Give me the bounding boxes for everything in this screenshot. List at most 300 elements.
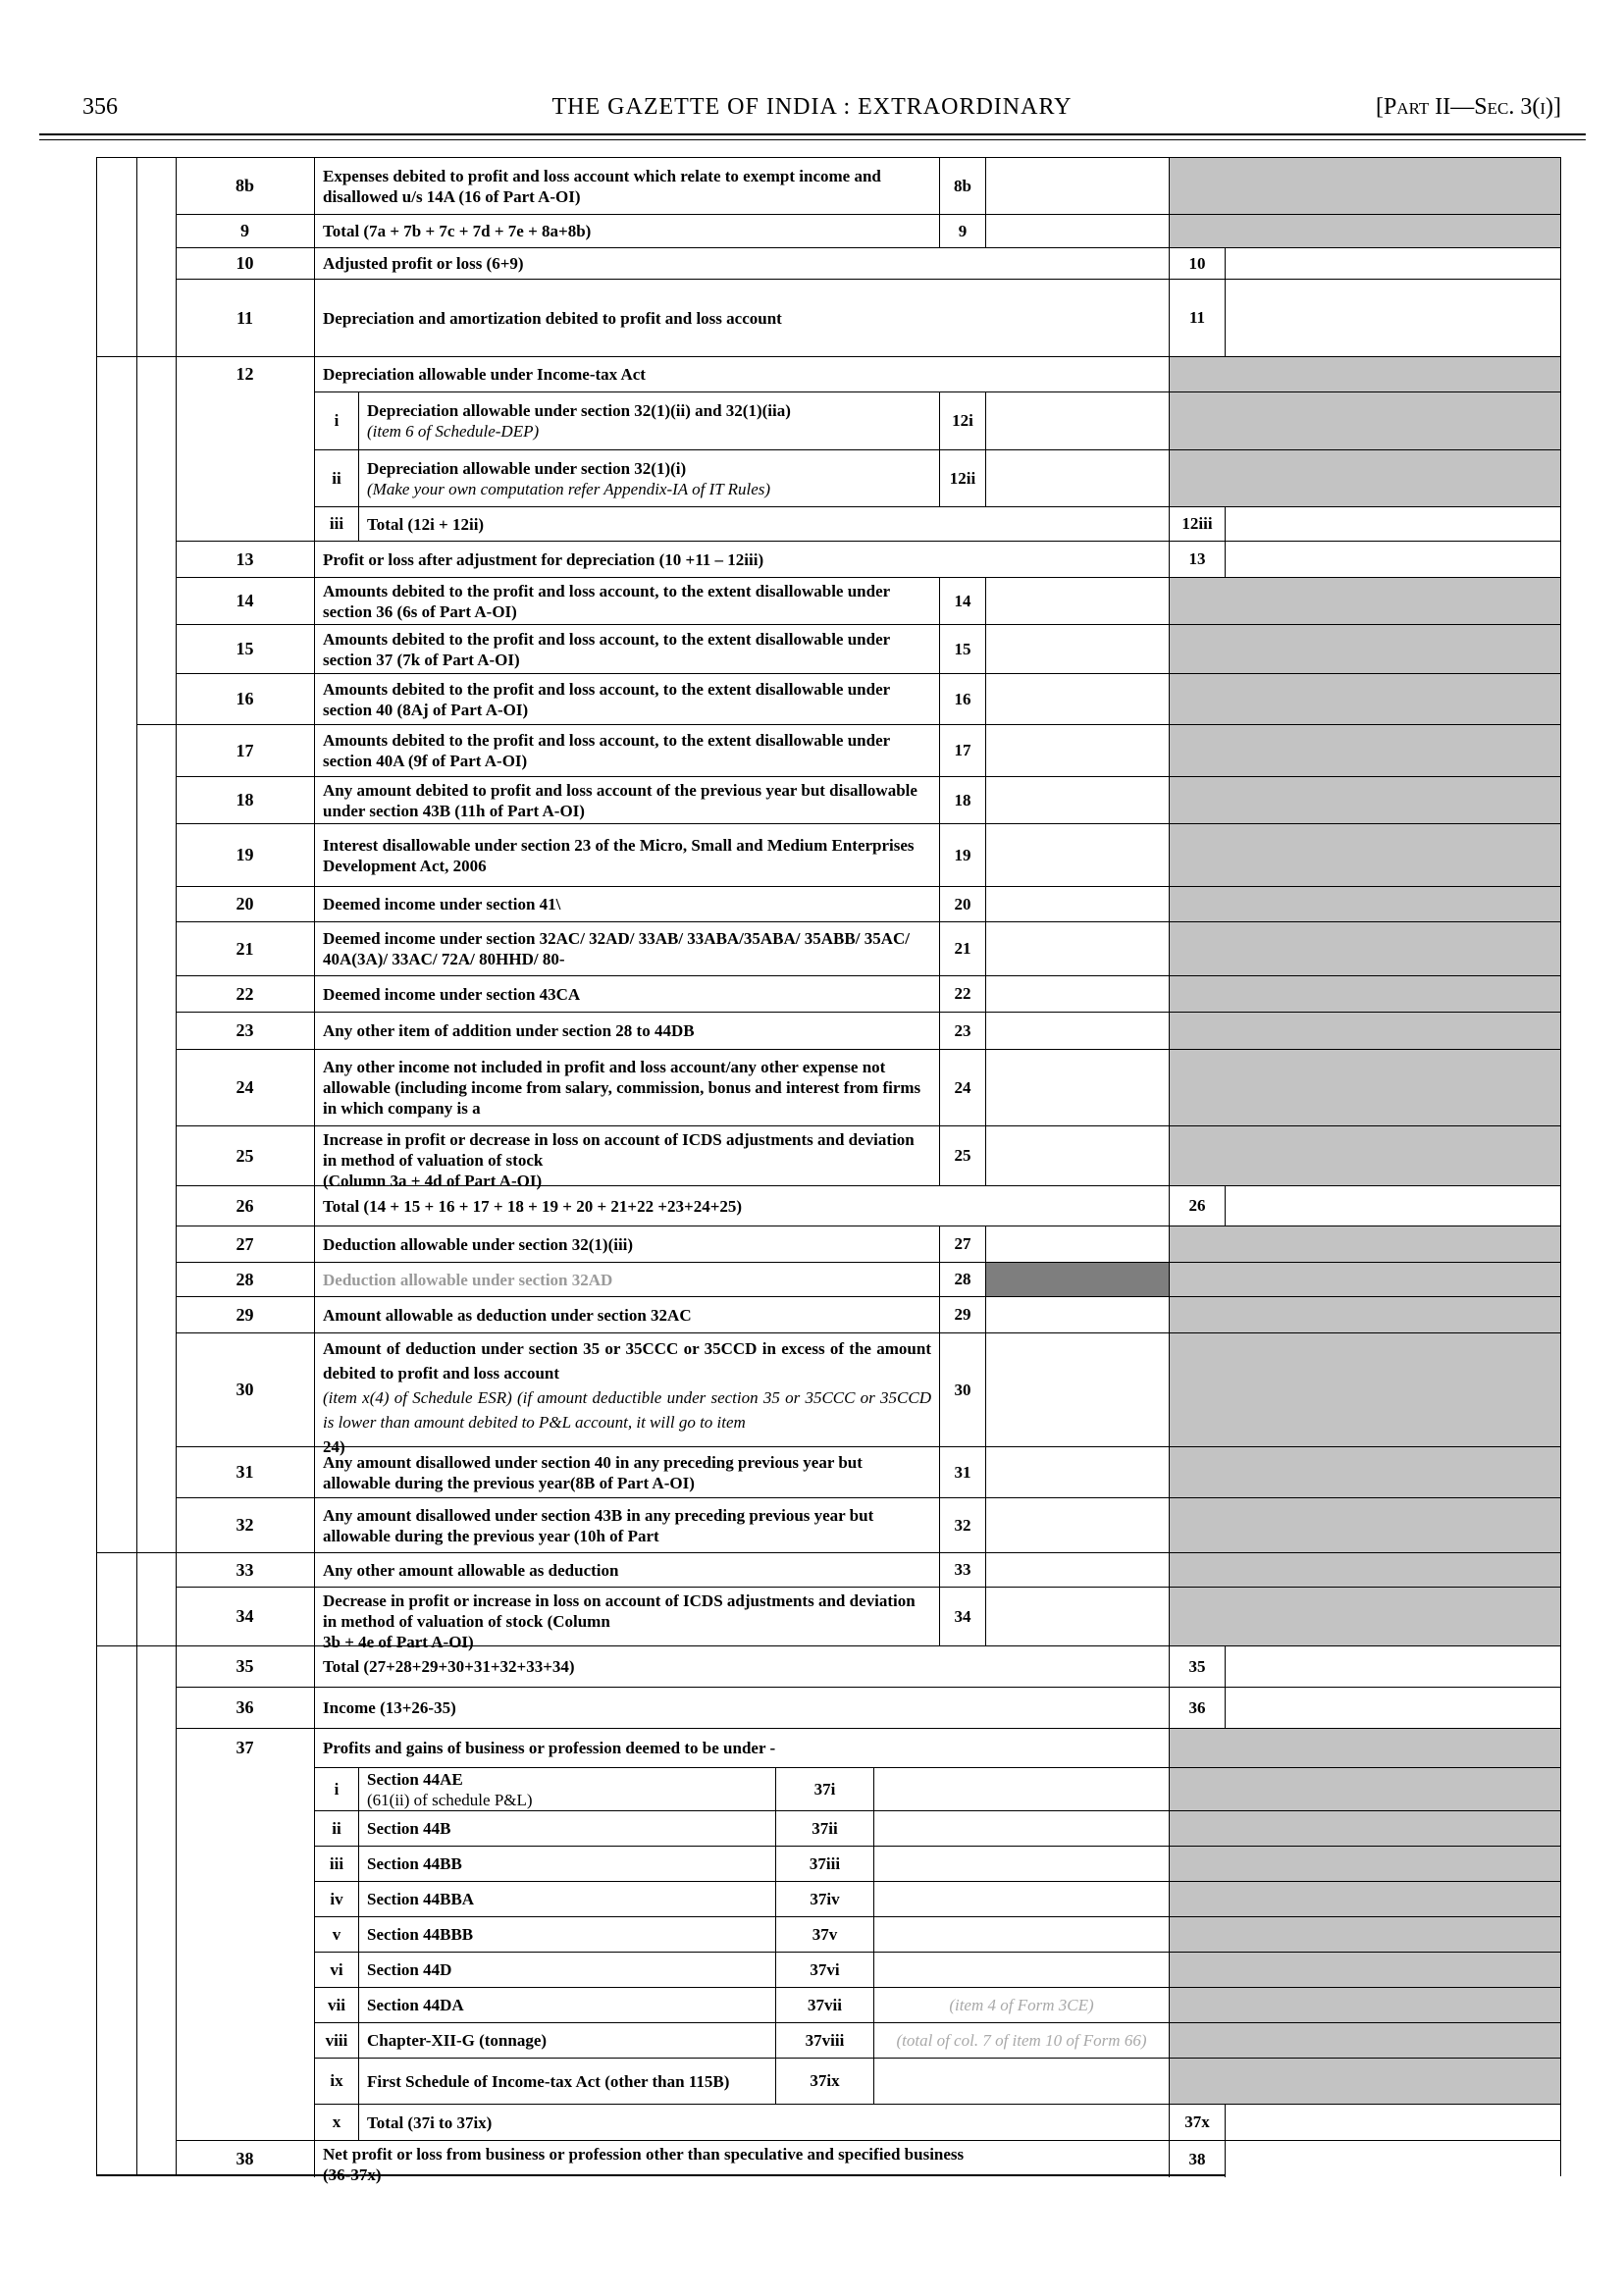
sub-serial-number: iii bbox=[329, 514, 344, 533]
table-row bbox=[176, 1332, 1560, 1456]
row-description bbox=[359, 1846, 776, 1881]
table-row bbox=[176, 1552, 1560, 1587]
row-code bbox=[1170, 247, 1226, 279]
row-input bbox=[1226, 2104, 1560, 2140]
row-input bbox=[986, 975, 1170, 1012]
row-code bbox=[940, 975, 986, 1012]
description-note: (item x(4) of Schedule ESR) (if amount deductible under section 35 or 35CCC or 35CCD is lower than amount debited to P&L account, it will go to item bbox=[323, 1388, 931, 1432]
row-shaded-area bbox=[1170, 1767, 1560, 1810]
description-text: Section 44D bbox=[367, 1960, 452, 1979]
description-text: Total (27+28+29+30+31+32+33+34) bbox=[323, 1657, 575, 1676]
description-text: Any amount disallowed under section 40 in any preceding previous year but allowable during the previous year(8B of Part A-OI) bbox=[323, 1452, 863, 1492]
code-label: 32 bbox=[954, 1515, 971, 1535]
row-serial bbox=[176, 886, 315, 921]
row-serial bbox=[176, 1446, 315, 1497]
description-text: Depreciation allowable under Income-tax Act bbox=[323, 365, 646, 384]
row-shaded-area bbox=[1170, 577, 1560, 624]
table-row bbox=[176, 1846, 1560, 1881]
row-sub-serial bbox=[315, 1846, 359, 1881]
description-text: Increase in profit or decrease in loss on account of ICDS adjustments and deviation in method of valuation of stock bbox=[323, 1130, 915, 1170]
row-description bbox=[315, 1262, 940, 1296]
row-description bbox=[359, 391, 940, 449]
row-description bbox=[315, 1125, 940, 1190]
clipped-text: (Column 3a + 4d of Part A-OI) bbox=[323, 1172, 543, 1190]
row-shaded-area bbox=[1170, 2022, 1560, 2058]
row-code bbox=[940, 1226, 986, 1262]
row-input bbox=[986, 1226, 1170, 1262]
row-sub-serial bbox=[315, 2104, 359, 2140]
serial-number: 33 bbox=[236, 1559, 254, 1580]
row-description bbox=[315, 1226, 940, 1262]
row-description bbox=[359, 2104, 1170, 2140]
row-code bbox=[940, 1125, 986, 1185]
table-row bbox=[176, 776, 1560, 823]
row-serial bbox=[176, 724, 315, 776]
row-description bbox=[315, 886, 940, 921]
serial-number: 21 bbox=[236, 938, 254, 959]
row-serial bbox=[176, 1012, 315, 1049]
row-input bbox=[986, 1587, 1170, 1645]
row-description bbox=[359, 1952, 776, 1987]
table-row bbox=[176, 921, 1560, 975]
row-serial bbox=[176, 1728, 315, 1767]
row-input bbox=[986, 449, 1170, 506]
row-input bbox=[986, 577, 1170, 624]
row-serial bbox=[176, 1987, 315, 2022]
row-code bbox=[940, 449, 986, 506]
code-label: 37ix bbox=[810, 2071, 840, 2090]
row-description bbox=[315, 1012, 940, 1049]
row-description bbox=[359, 1987, 776, 2022]
row-input bbox=[986, 886, 1170, 921]
description-text: Section 44B bbox=[367, 1819, 451, 1838]
serial-number: 24 bbox=[236, 1077, 254, 1097]
row-description bbox=[315, 1497, 940, 1552]
code-label: 37vi bbox=[810, 1959, 840, 1979]
row-description bbox=[315, 356, 1170, 391]
row-serial bbox=[176, 1687, 315, 1728]
table-row bbox=[176, 1916, 1560, 1952]
table-row bbox=[176, 1687, 1560, 1728]
row-input bbox=[986, 921, 1170, 975]
row-description bbox=[315, 279, 1170, 356]
row-shaded-area bbox=[1170, 1881, 1560, 1916]
table-row bbox=[176, 1296, 1560, 1332]
description-text: Profits and gains of business or profession deemed to be under - bbox=[323, 1739, 776, 1757]
page-number: 356 bbox=[82, 94, 118, 120]
row-shaded-area bbox=[1170, 2058, 1560, 2104]
code-label: 20 bbox=[954, 894, 971, 913]
row-shaded-area bbox=[1170, 1226, 1560, 1262]
row-input bbox=[986, 1497, 1170, 1552]
row-description bbox=[315, 1552, 940, 1587]
row-description bbox=[359, 1810, 776, 1846]
row-shaded-area bbox=[1170, 1125, 1560, 1185]
table-row bbox=[176, 1881, 1560, 1916]
row-shaded-area bbox=[1170, 1846, 1560, 1881]
row-shaded-area bbox=[1170, 1587, 1560, 1645]
row-description bbox=[315, 577, 940, 624]
row-code bbox=[1170, 279, 1226, 356]
row-input bbox=[874, 1952, 1170, 1987]
row-code bbox=[940, 158, 986, 214]
row-serial bbox=[176, 1296, 315, 1332]
table-row bbox=[176, 1226, 1560, 1262]
serial-number: 37 bbox=[236, 1738, 254, 1757]
serial-number: 14 bbox=[236, 591, 254, 610]
row-input bbox=[986, 214, 1170, 247]
row-serial bbox=[176, 158, 315, 214]
row-description bbox=[315, 1296, 940, 1332]
row-serial bbox=[176, 2140, 315, 2177]
code-label: 37iv bbox=[810, 1889, 840, 1908]
sub-serial-number: ii bbox=[332, 468, 341, 488]
table-row bbox=[176, 624, 1560, 673]
header-rule bbox=[39, 133, 1586, 140]
description-text: Section 44BBB bbox=[367, 1925, 474, 1944]
code-label: 12i bbox=[952, 411, 973, 430]
row-shaded-area bbox=[1170, 214, 1560, 247]
row-code bbox=[1170, 2140, 1226, 2177]
row-serial bbox=[176, 449, 315, 506]
table-row bbox=[176, 1125, 1560, 1190]
row-serial bbox=[176, 1262, 315, 1296]
row-serial bbox=[176, 214, 315, 247]
code-label: 26 bbox=[1188, 1196, 1206, 1215]
table-row bbox=[176, 391, 1560, 449]
description-note: (item 6 of Schedule-DEP) bbox=[367, 422, 540, 441]
description-text: Net profit or loss from business or profession other than speculative and specified business bbox=[323, 2145, 965, 2164]
row-shaded-area bbox=[1170, 1987, 1560, 2022]
row-sub-serial bbox=[315, 2022, 359, 2058]
row-input bbox=[874, 2058, 1170, 2104]
row-shaded-area bbox=[1170, 1728, 1560, 1767]
serial-number: 30 bbox=[236, 1380, 254, 1399]
serial-number: 17 bbox=[236, 740, 254, 760]
sub-serial-number: viii bbox=[325, 2030, 348, 2050]
row-shaded-area bbox=[1170, 449, 1560, 506]
sub-serial-number: iv bbox=[330, 1889, 343, 1908]
row-input bbox=[1226, 541, 1560, 577]
table-row bbox=[176, 886, 1560, 921]
code-label: 17 bbox=[954, 741, 971, 759]
table-row bbox=[176, 1952, 1560, 1987]
code-label: 37v bbox=[812, 1924, 838, 1944]
row-description bbox=[315, 1645, 1170, 1687]
row-code bbox=[940, 624, 986, 673]
row-code bbox=[1170, 506, 1226, 541]
code-label: 18 bbox=[954, 790, 971, 809]
table-row bbox=[176, 2058, 1560, 2104]
description-text: Amount of deduction under section 35 or 35CCC or 35CCD in excess of the amount debited to profit and loss account bbox=[323, 1339, 931, 1382]
row-serial bbox=[176, 1552, 315, 1587]
serial-number: 38 bbox=[236, 2149, 254, 2168]
row-shaded-area bbox=[1170, 1446, 1560, 1497]
code-label: 31 bbox=[954, 1462, 971, 1482]
table-row bbox=[176, 823, 1560, 886]
row-sub-serial bbox=[315, 2058, 359, 2104]
serial-number: 9 bbox=[240, 221, 249, 240]
table-row bbox=[176, 2140, 1560, 2184]
table-row bbox=[176, 1587, 1560, 1651]
serial-number: 34 bbox=[236, 1606, 254, 1626]
sub-serial-number: ii bbox=[332, 1818, 341, 1838]
row-input bbox=[1226, 506, 1560, 541]
row-serial bbox=[176, 2022, 315, 2058]
table-row bbox=[176, 975, 1560, 1012]
row-serial bbox=[176, 1881, 315, 1916]
section-divider bbox=[97, 1645, 176, 1646]
row-serial bbox=[176, 541, 315, 577]
table-row bbox=[176, 1728, 1560, 1767]
row-serial bbox=[176, 1916, 315, 1952]
row-serial bbox=[176, 1226, 315, 1262]
code-label: 21 bbox=[954, 939, 971, 958]
table-row bbox=[176, 1049, 1560, 1125]
table-row bbox=[176, 1497, 1560, 1552]
row-description bbox=[315, 1332, 940, 1456]
description-text: Any other income not included in profit and loss account/any other expense not allowable (including income from salary, commission, bonus and interest from firms in which company is a bbox=[323, 1058, 921, 1118]
description-text: Decrease in profit or increase in loss on account of ICDS adjustments and deviation in method of valuation of stock (Column bbox=[323, 1591, 916, 1631]
serial-number: 13 bbox=[236, 548, 254, 569]
row-code bbox=[1170, 1687, 1226, 1728]
row-serial bbox=[176, 577, 315, 624]
serial-number: 18 bbox=[236, 790, 254, 809]
row-sub-serial bbox=[315, 1881, 359, 1916]
description-text: Amounts debited to the profit and loss account, to the extent disallowable under section 40A (9f of Part A-OI) bbox=[323, 731, 890, 770]
row-input bbox=[986, 1125, 1170, 1185]
row-shaded-area bbox=[1170, 724, 1560, 776]
row-serial bbox=[176, 823, 315, 886]
row-sub-serial bbox=[315, 1810, 359, 1846]
clipped-text: 3b + 4e of Part A-OI) bbox=[323, 1633, 474, 1651]
row-input bbox=[874, 1916, 1170, 1952]
row-description bbox=[315, 247, 1170, 279]
row-code bbox=[776, 1767, 874, 1810]
serial-number: 12 bbox=[236, 364, 254, 384]
row-code bbox=[940, 1552, 986, 1587]
description-text: Amounts debited to the profit and loss account, to the extent disallowable under section 36 (6s of Part A-OI) bbox=[323, 581, 890, 621]
row-serial bbox=[176, 975, 315, 1012]
table-row bbox=[176, 214, 1560, 247]
description-text: Expenses debited to profit and loss account which relate to exempt income and disallowed u/s 14A (16 of Part A-OI) bbox=[323, 166, 881, 206]
table-row bbox=[176, 1185, 1560, 1226]
row-serial bbox=[176, 1497, 315, 1552]
row-shaded-area bbox=[1170, 1332, 1560, 1446]
serial-number: 20 bbox=[236, 894, 254, 913]
row-description bbox=[315, 541, 1170, 577]
row-serial bbox=[176, 247, 315, 279]
row-code bbox=[940, 214, 986, 247]
description-text: Total (12i + 12ii) bbox=[367, 514, 485, 534]
row-shaded-area bbox=[1170, 1296, 1560, 1332]
description-text: Deemed income under section 43CA bbox=[323, 984, 581, 1004]
table-row bbox=[176, 724, 1560, 776]
row-input bbox=[986, 823, 1170, 886]
row-code bbox=[776, 2022, 874, 2058]
description-note: (61(ii) of schedule P&L) bbox=[367, 1790, 533, 1809]
row-serial bbox=[176, 1810, 315, 1846]
description-text: Any other item of addition under section 28 to 44DB bbox=[323, 1021, 695, 1040]
table-row bbox=[176, 158, 1560, 214]
sub-serial-number: ix bbox=[330, 2071, 343, 2090]
sub-serial-number: iii bbox=[329, 1853, 344, 1873]
row-code bbox=[940, 1049, 986, 1125]
description-text: Amounts debited to the profit and loss account, to the extent disallowable under section 40 (8Aj of Part A-OI) bbox=[323, 679, 890, 719]
row-description bbox=[359, 449, 940, 506]
clipped-text: 24) bbox=[323, 1437, 345, 1456]
row-description bbox=[359, 2058, 776, 2104]
row-input bbox=[874, 1767, 1170, 1810]
table-row bbox=[176, 1012, 1560, 1049]
code-label: 37vii bbox=[808, 1995, 842, 2014]
code-label: 29 bbox=[954, 1305, 971, 1324]
table-row bbox=[176, 1446, 1560, 1497]
sub-serial-number: v bbox=[332, 1924, 341, 1944]
row-code bbox=[776, 1987, 874, 2022]
input-note: (item 4 of Form 3CE) bbox=[949, 1996, 1094, 2014]
row-description bbox=[315, 673, 940, 724]
code-label: 37ii bbox=[812, 1818, 838, 1838]
serial-number: 26 bbox=[236, 1195, 254, 1216]
description-text: Section 44BB bbox=[367, 1854, 462, 1873]
row-serial bbox=[176, 506, 315, 541]
row-shaded-area bbox=[1170, 624, 1560, 673]
row-shaded-area bbox=[1170, 356, 1560, 391]
row-input bbox=[986, 1552, 1170, 1587]
row-input bbox=[986, 776, 1170, 823]
table-row bbox=[176, 506, 1560, 541]
row-shaded-area bbox=[1170, 1810, 1560, 1846]
row-input bbox=[986, 1262, 1170, 1296]
code-label: 28 bbox=[954, 1270, 971, 1288]
row-code bbox=[940, 823, 986, 886]
left-margin-column-b bbox=[136, 158, 177, 2174]
row-input bbox=[874, 2022, 1170, 2058]
row-input bbox=[986, 624, 1170, 673]
row-input bbox=[1226, 1687, 1560, 1728]
row-shaded-area bbox=[1170, 975, 1560, 1012]
table-row bbox=[176, 1987, 1560, 2022]
row-input bbox=[986, 1049, 1170, 1125]
row-code bbox=[1170, 541, 1226, 577]
row-code bbox=[776, 1952, 874, 1987]
row-input bbox=[1226, 1645, 1560, 1687]
row-input bbox=[1226, 247, 1560, 279]
description-text: Profit or loss after adjustment for depreciation (10 +11 – 12iii) bbox=[323, 549, 764, 569]
code-label: 27 bbox=[954, 1234, 971, 1253]
row-serial bbox=[176, 1952, 315, 1987]
row-code bbox=[940, 776, 986, 823]
description-text: Depreciation allowable under section 32(1)(ii) and 32(1)(iia) bbox=[367, 401, 791, 420]
row-shaded-area bbox=[1170, 823, 1560, 886]
row-input bbox=[986, 1012, 1170, 1049]
row-shaded-area bbox=[1170, 1262, 1560, 1296]
code-label: 12ii bbox=[949, 468, 976, 488]
description-text: Deemed income under section 32AC/ 32AD/ 33AB/ 33ABA/35ABA/ 35ABB/ 35AC/ 40A(3A)/ 33AC/ 72A/ 80HHD/ 80- bbox=[323, 929, 910, 968]
row-code bbox=[940, 1262, 986, 1296]
row-serial bbox=[176, 279, 315, 356]
left-margin-column-a bbox=[97, 158, 137, 2174]
section-divider bbox=[97, 356, 176, 357]
table-row bbox=[176, 2104, 1560, 2140]
code-label: 36 bbox=[1188, 1697, 1206, 1717]
description-note: (Make your own computation refer Appendix-IA of IT Rules) bbox=[367, 479, 771, 498]
row-sub-serial bbox=[315, 1916, 359, 1952]
description-text: Deduction allowable under section 32AD bbox=[323, 1270, 613, 1289]
row-code bbox=[1170, 1645, 1226, 1687]
serial-number: 23 bbox=[236, 1020, 254, 1040]
row-serial bbox=[176, 1587, 315, 1645]
sub-serial-number: vi bbox=[330, 1959, 343, 1979]
description-text: Section 44AE bbox=[367, 1769, 463, 1789]
row-shaded-area bbox=[1170, 1952, 1560, 1987]
description-text: Chapter-XII-G (tonnage) bbox=[367, 2031, 548, 2050]
row-shaded-area bbox=[1170, 1012, 1560, 1049]
row-description bbox=[315, 1587, 940, 1651]
serial-number: 29 bbox=[236, 1304, 254, 1325]
row-serial bbox=[176, 1125, 315, 1185]
row-sub-serial bbox=[315, 391, 359, 449]
code-label: 33 bbox=[954, 1560, 971, 1579]
row-code bbox=[776, 2058, 874, 2104]
row-code bbox=[940, 1012, 986, 1049]
row-description bbox=[315, 1687, 1170, 1728]
row-shaded-area bbox=[1170, 886, 1560, 921]
row-serial bbox=[176, 1332, 315, 1446]
row-code bbox=[1170, 1185, 1226, 1226]
code-label: 11 bbox=[1188, 308, 1206, 327]
row-serial bbox=[176, 391, 315, 449]
code-label: 37viii bbox=[805, 2030, 845, 2050]
row-code bbox=[940, 921, 986, 975]
row-input bbox=[1226, 2140, 1560, 2177]
row-code bbox=[940, 673, 986, 724]
row-input bbox=[874, 1987, 1170, 2022]
serial-number: 32 bbox=[236, 1515, 254, 1535]
part-section-label: [Part II—Sec. 3(i)] bbox=[1375, 94, 1561, 120]
code-label: 34 bbox=[954, 1606, 971, 1626]
row-serial bbox=[176, 624, 315, 673]
row-serial bbox=[176, 2058, 315, 2104]
serial-number: 27 bbox=[236, 1233, 254, 1254]
serial-number: 10 bbox=[236, 253, 254, 273]
row-input bbox=[986, 1332, 1170, 1446]
row-description bbox=[315, 921, 940, 975]
table-rows bbox=[176, 158, 1560, 2184]
row-code bbox=[776, 1881, 874, 1916]
serial-number: 15 bbox=[236, 639, 254, 658]
row-input bbox=[986, 1296, 1170, 1332]
serial-number: 36 bbox=[236, 1697, 254, 1717]
sub-serial-number: x bbox=[332, 2112, 341, 2131]
row-code bbox=[940, 1332, 986, 1446]
row-sub-serial bbox=[315, 1952, 359, 1987]
row-input bbox=[1226, 1185, 1560, 1226]
row-sub-serial bbox=[315, 1767, 359, 1810]
description-text: Deemed income under section 41\ bbox=[323, 895, 561, 913]
row-description bbox=[359, 2022, 776, 2058]
description-text: Total (37i to 37ix) bbox=[367, 2112, 493, 2132]
gazette-title: THE GAZETTE OF INDIA : EXTRAORDINARY bbox=[551, 94, 1073, 120]
description-text: Total (14 + 15 + 16 + 17 + 18 + 19 + 20 + 21+22 +23+24+25) bbox=[323, 1196, 743, 1216]
row-code bbox=[940, 886, 986, 921]
row-description bbox=[359, 1881, 776, 1916]
serial-number: 8b bbox=[235, 176, 254, 195]
code-label: 24 bbox=[954, 1077, 971, 1097]
row-serial bbox=[176, 1767, 315, 1810]
row-description bbox=[315, 214, 940, 247]
